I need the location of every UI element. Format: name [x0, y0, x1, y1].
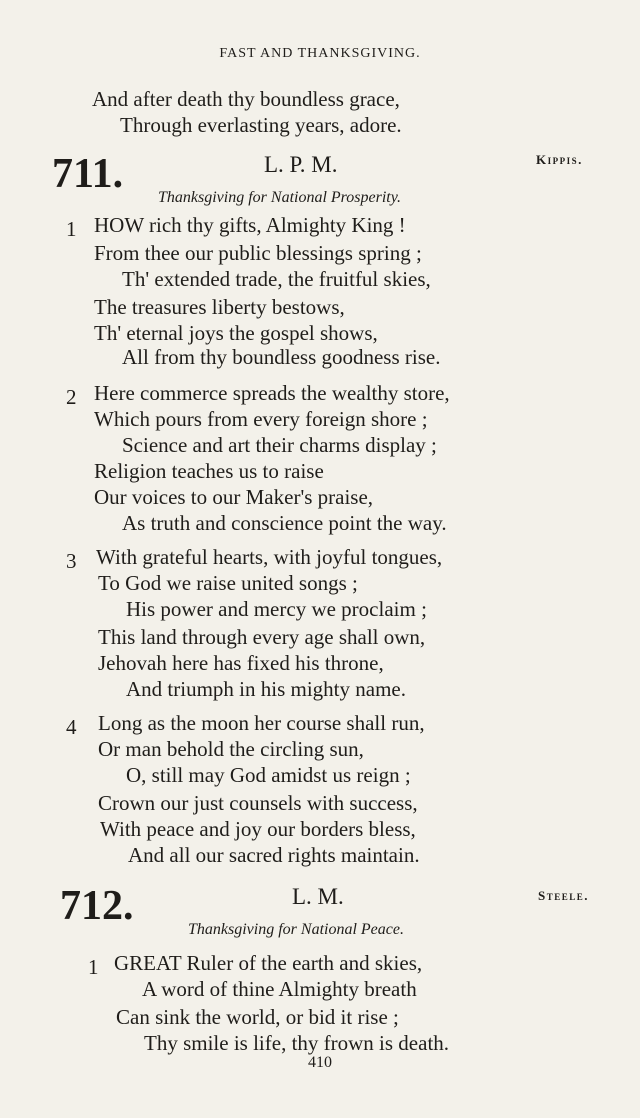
verse-line: Long as the moon her course shall run,: [98, 711, 425, 735]
hymn-number: 711.: [52, 151, 124, 197]
stanza-number: 1: [88, 955, 99, 979]
verse-line: Jehovah here has fixed his throne,: [98, 651, 384, 675]
stanza-number: 1: [66, 217, 77, 241]
verse-line: As truth and conscience point the way.: [122, 511, 447, 535]
verse-line: Through everlasting years, adore.: [120, 113, 402, 137]
verse-line: From thee our public blessings spring ;: [94, 241, 422, 265]
verse-line: Here commerce spreads the wealthy store,: [94, 381, 450, 405]
verse-line: Religion teaches us to raise: [94, 459, 324, 483]
verse-line: All from thy boundless goodness rise.: [122, 345, 441, 369]
verse-line: And after death thy boundless grace,: [92, 87, 400, 111]
verse-line: Th' eternal joys the gospel shows,: [94, 321, 378, 345]
verse-line: Th' extended trade, the fruitful skies,: [122, 267, 431, 291]
hymn-subtitle: Thanksgiving for National Prosperity.: [158, 189, 401, 206]
page-number: 410: [308, 1054, 332, 1071]
verse-line: Science and art their charms display ;: [122, 433, 437, 457]
verse-line: The treasures liberty bestows,: [94, 295, 345, 319]
hymn-number: 712.: [60, 883, 134, 929]
hymn-author: Steele.: [538, 888, 589, 903]
running-header: FAST AND THANKSGIVING.: [219, 46, 421, 61]
stanza-number: 4: [66, 715, 77, 739]
verse-line: With grateful hearts, with joyful tongues,: [96, 545, 443, 569]
hymn-meter: L. M.: [292, 884, 344, 909]
verse-line: Crown our just counsels with success,: [98, 791, 418, 815]
hymn-subtitle: Thanksgiving for National Peace.: [188, 921, 404, 938]
verse-line: This land through every age shall own,: [98, 625, 426, 649]
verse-line: To God we raise united songs ;: [98, 571, 358, 595]
verse-line: Our voices to our Maker's praise,: [94, 485, 374, 509]
hymn-author: Kippis.: [536, 152, 583, 167]
verse-line: And triumph in his mighty name.: [126, 677, 406, 701]
verse-line: HOW rich thy gifts, Almighty King !: [94, 213, 406, 237]
verse-line: Thy smile is life, thy frown is death.: [144, 1031, 450, 1055]
verse-line: Or man behold the circling sun,: [98, 737, 364, 761]
stanza-number: 3: [66, 549, 77, 573]
verse-line: GREAT Ruler of the earth and skies,: [114, 951, 423, 975]
verse-line: Which pours from every foreign shore ;: [94, 407, 428, 431]
verse-line: O, still may God amidst us reign ;: [126, 763, 411, 787]
hymn-meter: L. P. M.: [264, 152, 338, 177]
verse-line: With peace and joy our borders bless,: [100, 817, 416, 841]
verse-line: And all our sacred rights maintain.: [128, 843, 420, 867]
verse-line: His power and mercy we proclaim ;: [126, 597, 427, 621]
verse-line: A word of thine Almighty breath: [142, 977, 417, 1001]
verse-line: Can sink the world, or bid it rise ;: [116, 1005, 399, 1029]
stanza-number: 2: [66, 385, 77, 409]
